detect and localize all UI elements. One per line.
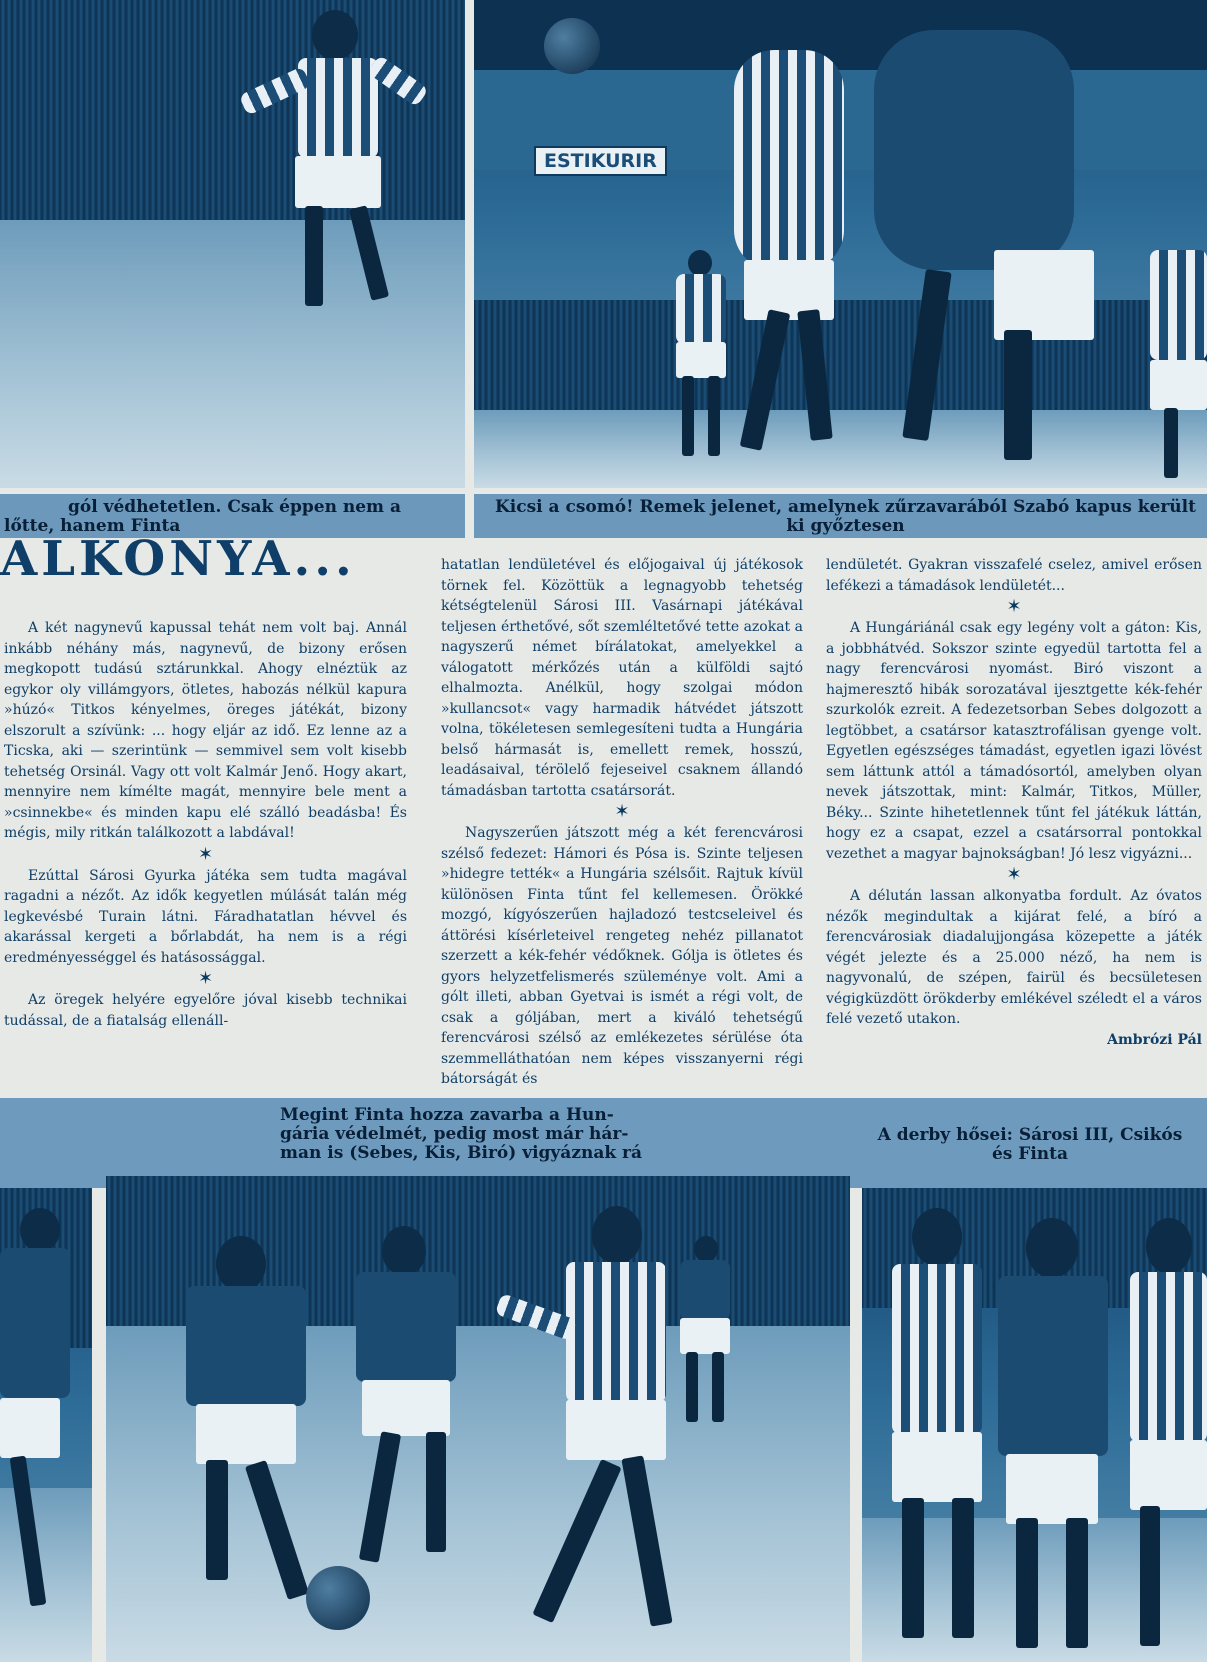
article-column-3	[826, 555, 1202, 1050]
player-right-edge	[1144, 230, 1207, 480]
paragraph: A Hungáriánál csak egy legény volt a gáton: Kis, a jobbhátvéd. Sokszor szinte egyedül tartotta fel a nagy ferencvárosi nyomást. Biró viszont a hajmeresztő hibák sorozatával ijesztgette kék-fehér szurkolók ezreit. A fedezetsorban Sebes dolgozott a legtöbbet, a csatársor katasztrofálisan gyenge volt. Egyetlen egészséges támadást, egyetlen igazi lövést sem láttunk attól a támadósortól, amelyben olyan nevek játszottak, mint: Kalmár, Titkos, Müller, Béky... Szinte hihetetlennek tűnt fel játékuk láttán, hogy ez a csapat, ezzel a csatársorral pontokkal vezethet a magyar bajnokságban! Jó lesz vigyázni...	[826, 620, 1202, 862]
player-striped-shirt	[250, 10, 440, 310]
paragraph: A délután lassan alkonyatba fordult. Az óvatos nézők megindultak a kijárat felé, a bíró a ferencvárosiak diadalujjongása közepette a játék végét jelezte és a 25.000 néző, ha nem is nagyvonalú, de szépen, fairül és becsületesen végigküzdött örökderby emlékével széledt el a város felé vezető utakon.	[826, 888, 1202, 1027]
separator-star: ✶	[197, 968, 214, 989]
goalkeeper	[854, 10, 1114, 470]
caption-line: Kicsi a csomó! Remek jelenet, amelynek zűrzavarából Szabó kapus került	[495, 497, 1196, 517]
photo-bottom-left	[0, 1188, 92, 1662]
caption-bottom-right	[860, 1126, 1200, 1164]
author-signature: Ambrózi Pál	[1107, 1031, 1202, 1048]
caption-line: lőtte, hanem Finta	[4, 516, 181, 536]
photo-top-right	[474, 0, 1207, 488]
ball	[544, 18, 600, 74]
paragraph: Az öregek helyére egyelőre jóval kisebb technikai tudással, de a fiatalság ellenáll-	[4, 992, 407, 1029]
separator-star: ✶	[197, 843, 214, 865]
paragraph: hatatlan lendületével és előjogaival új játékosok törnek fel. Közöttük a legnagyobb tehetség kétségtelenül Sárosi III. Vasárnapi játékával teljesen érthetővé, sőt szemléltetővé tette azokat a nagyszerű német bírálatokat, amelyekkel a válogatott mérkőzés után a külföldi sajtó elhalmozta. Anélkül, hogy szolgai módon »kullancsot« vagy harmadik hátvédet játszott volna, tökéletesen semlegesíteni tudta a Hungária belső hármasát is, emellett remek, hosszú, leadásaival, térölelő fejeseivel csaknem állandó támadásban tartotta csatársorát.	[441, 557, 803, 799]
caption-line: man is (Sebes, Kis, Biró) vigyáznak rá	[280, 1143, 643, 1163]
article-column-2	[441, 555, 803, 1090]
photo-top-left	[0, 0, 465, 488]
paragraph: Ezúttal Sárosi Gyurka játéka sem tudta magával ragadni a nézőt. Az idők kegyetlen múlását talán még legkevésbé Turain látni. Fáradhatatlan hévvel és akarással kergeti a bőrlabdát, ha nem is a régi eredményességgel és hatásossággal.	[4, 867, 407, 966]
caption-top-right	[474, 494, 1207, 538]
separator-star: ✶	[614, 801, 630, 822]
paragraph: lendületét. Gyakran visszafelé cselez, amivel erősen lefékezi a támadások lendületét...	[826, 557, 1202, 594]
article-column-1	[4, 618, 407, 1031]
player-background-1	[664, 250, 744, 460]
caption-line: gária védelmét, pedig most már hár-	[280, 1124, 629, 1144]
caption-line: gól védhetetlen. Csak éppen nem a	[68, 497, 401, 517]
estikurir-banner: ESTIKURIR	[534, 146, 667, 176]
player-finta-portrait	[1124, 1218, 1207, 1648]
caption-line: ki győztesen	[786, 516, 905, 536]
caption-line: Megint Finta hozza zavarba a Hun-	[280, 1105, 614, 1125]
caption-line: A derby hősei: Sárosi III, Csikós	[877, 1125, 1183, 1145]
player-sarosi	[882, 1208, 992, 1648]
paragraph: Nagyszerűen játszott még a két ferencvárosi szélső fedezet: Hámori és Pósa is. Szinte teljesen »hidegre tették« a Hungária szélsőit. Rajtuk kívül különösen Finta tűnt fel kellemesen. Örökké mozgó, kígyószerűen hajladozó testcseleivel és áttörési kísérleteivel rengeteg nehéz pillanatot szerzett a kék-fehér védőknek. Gólja is ötletes és gyors helyzetfelismerés szüleménye volt. Ami a gólt illeti, abban Gyetvai is ismét a régi volt, de csak a góljában, mert a kiváló tehetségű ferencvárosi szélső az emlékezetes sérülése óta szemmelláthatóan nem képes visszanyerni régi bátorságát és	[441, 825, 803, 1087]
ball	[306, 1566, 370, 1630]
separator-star: ✶	[1006, 596, 1022, 617]
photo-bottom-right	[862, 1188, 1207, 1662]
caption-line: és Finta	[991, 1144, 1069, 1164]
player-left-edge	[0, 1208, 92, 1648]
paragraph: A két nagynevű kapussal tehát nem volt baj. Annál inkább néhány más, nagynevű, de bizony erősen megkopott tudású sztárunkkal. Ahogy elnéztük az egykor oly villámgyors, ötletes, habozás nélkül kapura »húzó« Titkos kényelmes, öreges játékát, bizony elszorult a szívünk: ... hogy eljár az idő. Ez lenne az a Ticska, aki — szerintünk — semmivel sem volt kisebb tehetség Orsinál. Vagy ott volt Kalmár Jenő. Hogy akart, mennyire nem kímélte magát, mennyire bele ment a »csinnekbe« és minden kapu elé szálló beadásba! És mégis, mily ritkán találkozott a labdával!	[4, 620, 407, 841]
player-distant	[666, 1236, 746, 1436]
goalkeeper-csikos	[992, 1218, 1112, 1648]
photo-bottom-center	[106, 1176, 850, 1662]
separator-star: ✶	[1006, 864, 1022, 885]
caption-bottom-center	[280, 1106, 700, 1163]
article-headline: ALKONYA...	[0, 531, 356, 587]
defender-dark-1	[156, 1236, 326, 1616]
defender-dark-2	[336, 1226, 476, 1586]
